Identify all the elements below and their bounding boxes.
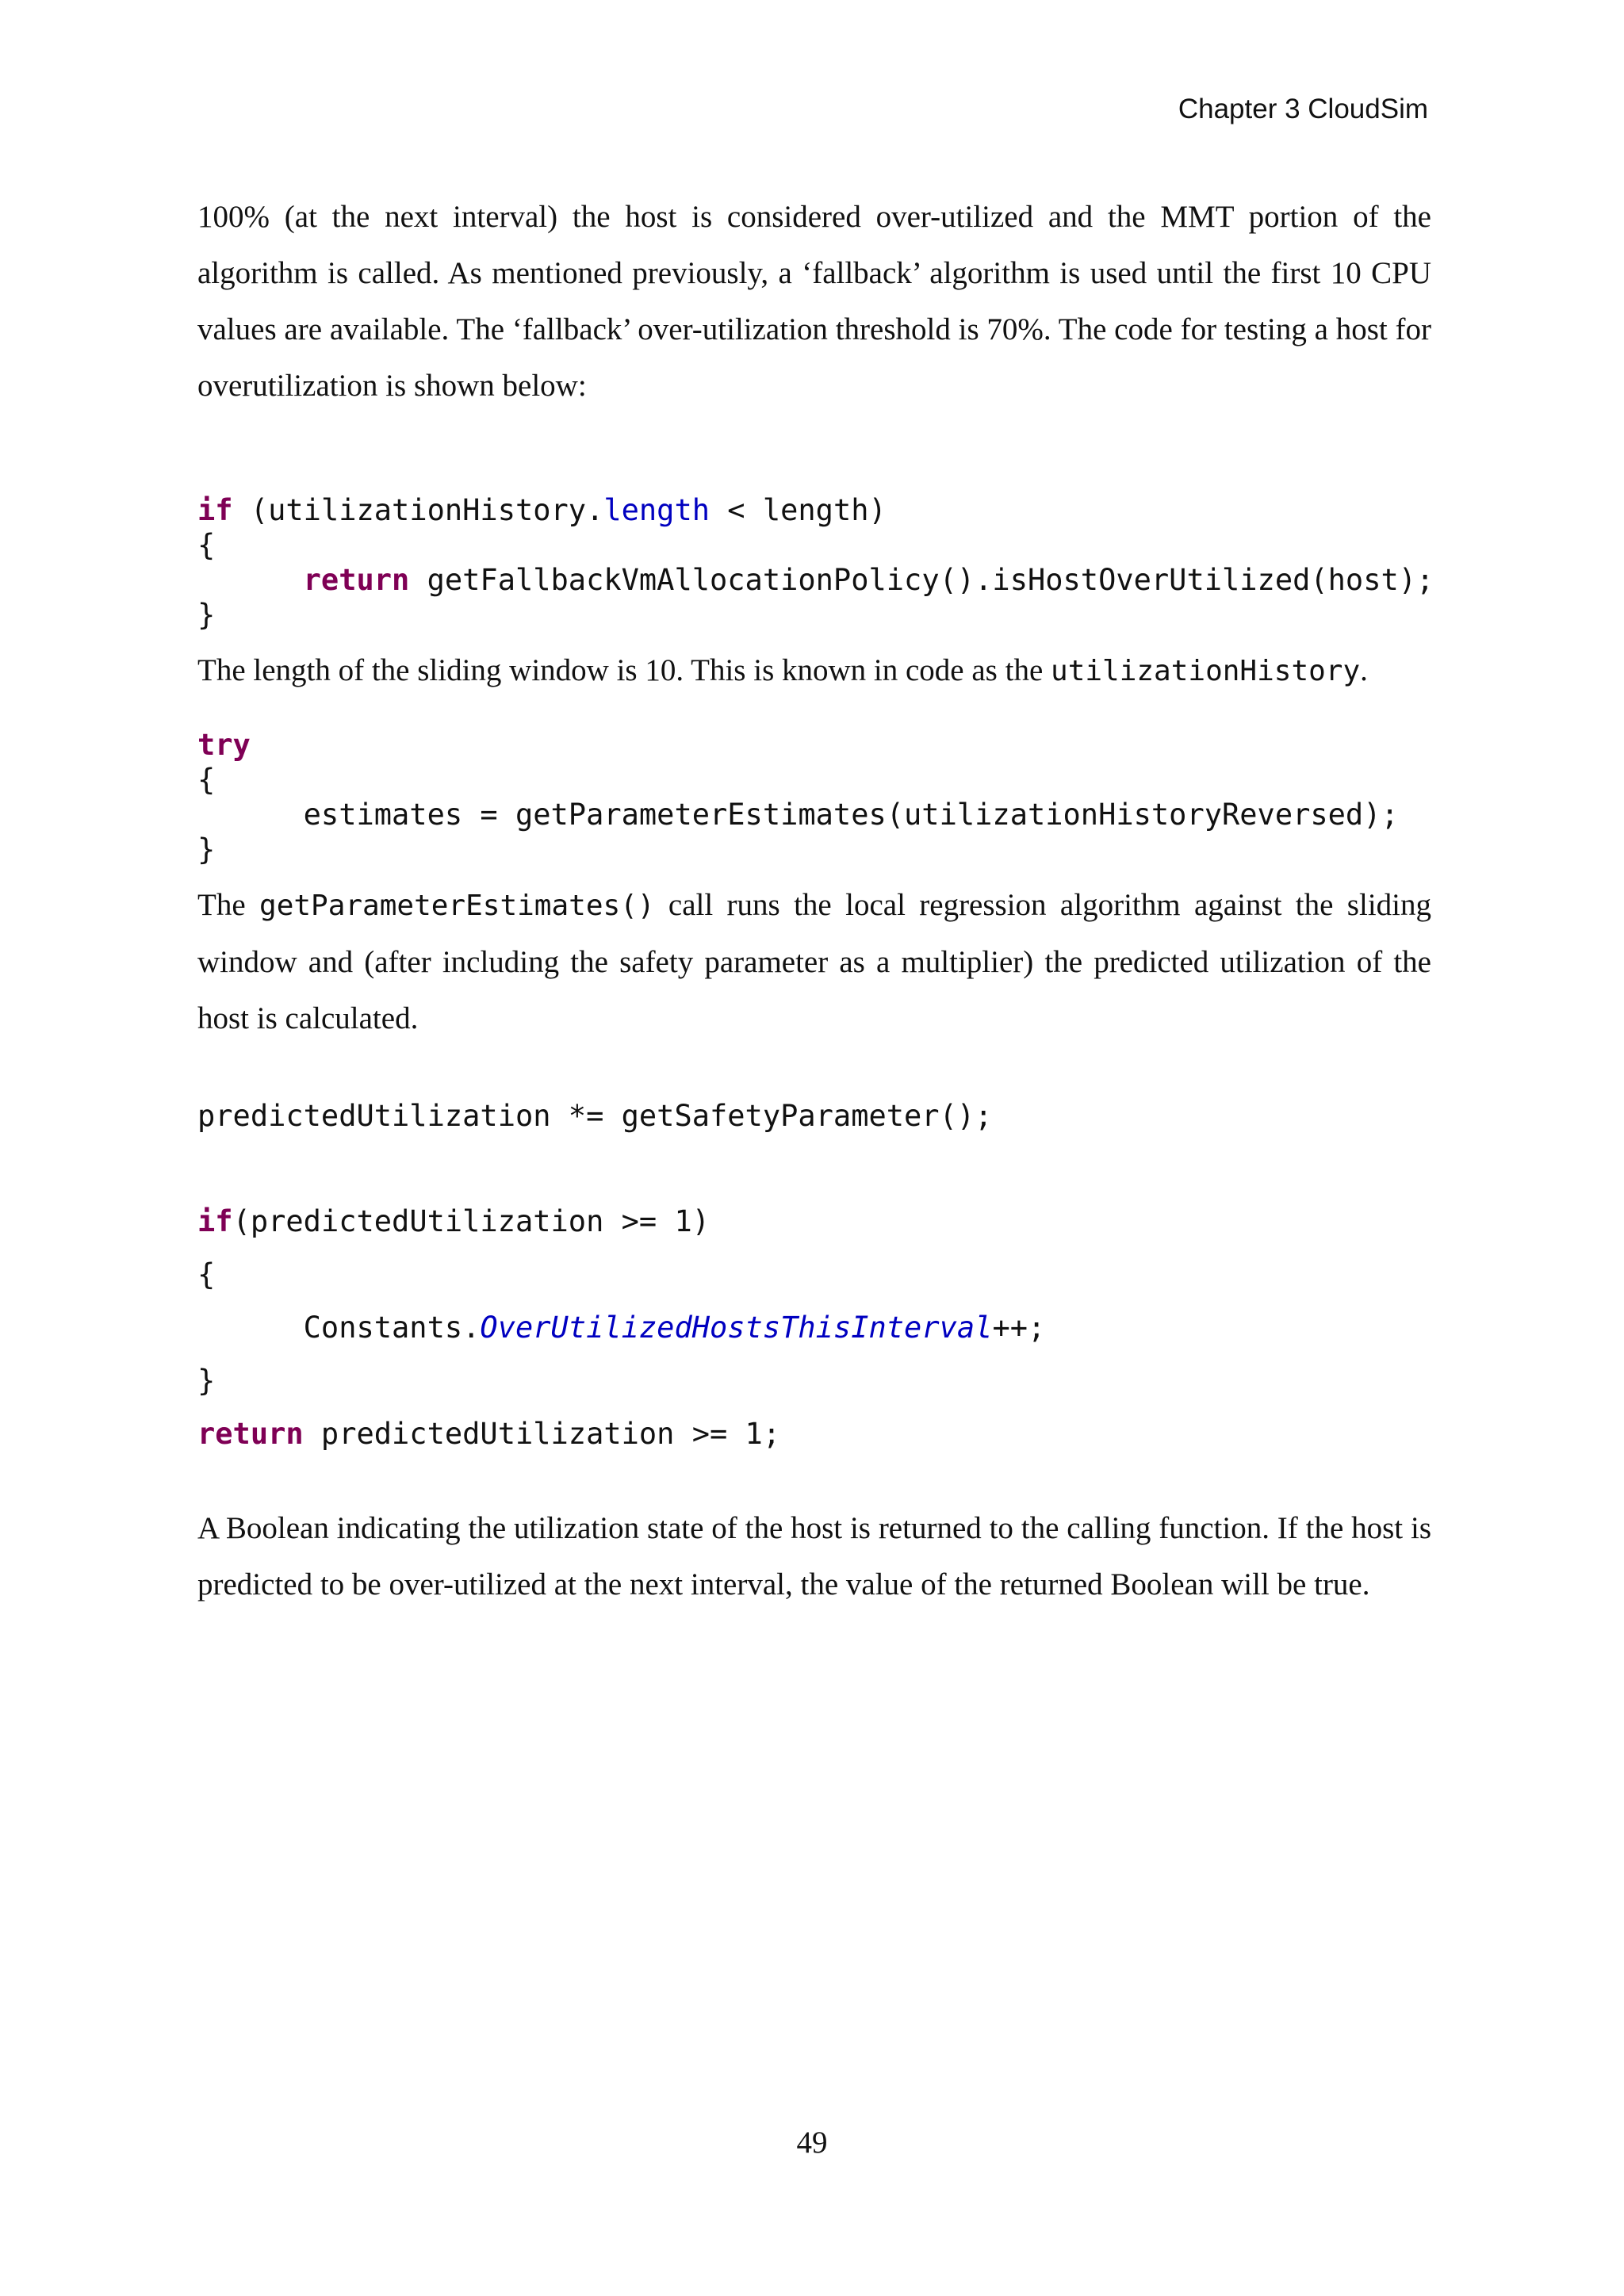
code-line [197,493,1431,528]
page-number: 49 [796,2126,828,2160]
paragraph-parameter-estimates [197,877,1431,1047]
paragraph-sliding-window [197,642,1431,699]
keyword: try [197,728,251,762]
code-line: predictedUtilization *= getSafetyParameter(); [197,1099,993,1133]
paragraph-intro: 100% (at the next interval) the host is considered over-utilized and the MMT portion of the algorithm is called. As mentioned previously, a ‘fallback’ algorithm is used until the first 10 CPU values are available. The ‘fallback’ over-utilization threshold is 70%. The code for testing a host for overutilization is shown below: [197,200,1431,403]
code-text: predictedUtilization >= 1; [303,1417,781,1451]
keyword: if [197,493,233,527]
code-line [197,1407,1431,1460]
code-line: } [197,1364,216,1398]
code-block-utilization-check [197,493,1434,633]
code-text: Constants. [197,1311,481,1345]
keyword: if [197,1204,233,1238]
code-line: estimates = getParameterEstimates(utilizationHistoryReversed); [197,798,1399,832]
code-text: (utilizationHistory. [232,493,604,527]
keyword: return [303,563,410,597]
paragraph-boolean-result: A Boolean indicating the utilization state of the host is returned to the calling function. If the host is predicted to be over-utilized at the next interval, the value of the returned Boolean will be true. [197,1511,1431,1601]
code-line [197,1301,1431,1354]
code-text: (predictedUtilization >= 1) [232,1204,710,1238]
paragraph-text: call runs the local regression algorithm against the sliding window and (after including the safety parameter as a multiplier) the predicted utilization of the host is calculated. [197,888,1431,1035]
code-static-field: OverUtilizedHostsThisInterval [480,1311,993,1345]
code-line: } [197,832,216,867]
code-block-safety-parameter [197,1089,1431,1142]
code-line [197,1195,1431,1248]
code-field: length [603,493,710,527]
inline-code: utilizationHistory [1051,655,1361,687]
page-body [197,189,1434,1613]
chapter-header: Chapter 3 CloudSim [1178,94,1428,124]
code-line [197,728,1431,763]
code-line: { [197,763,216,797]
code-indent [197,563,304,597]
code-block-try [197,728,1431,867]
paragraph-text: . [1360,653,1368,687]
keyword: return [197,1417,304,1451]
paragraph-text: The length of the sliding window is 10. This is known in code as the [197,653,1051,687]
code-line [197,563,1434,598]
code-line: { [197,528,216,562]
code-line: } [197,598,216,632]
code-text: getFallbackVmAllocationPolicy().isHostOverUtilized(host); [409,563,1434,597]
code-line: { [197,1257,216,1292]
code-block-overutilized [197,1195,1431,1460]
paragraph-text: The [197,888,260,922]
code-text: ++; [992,1311,1046,1345]
inline-code: getParameterEstimates() [259,890,655,922]
code-text: < length) [710,493,887,527]
